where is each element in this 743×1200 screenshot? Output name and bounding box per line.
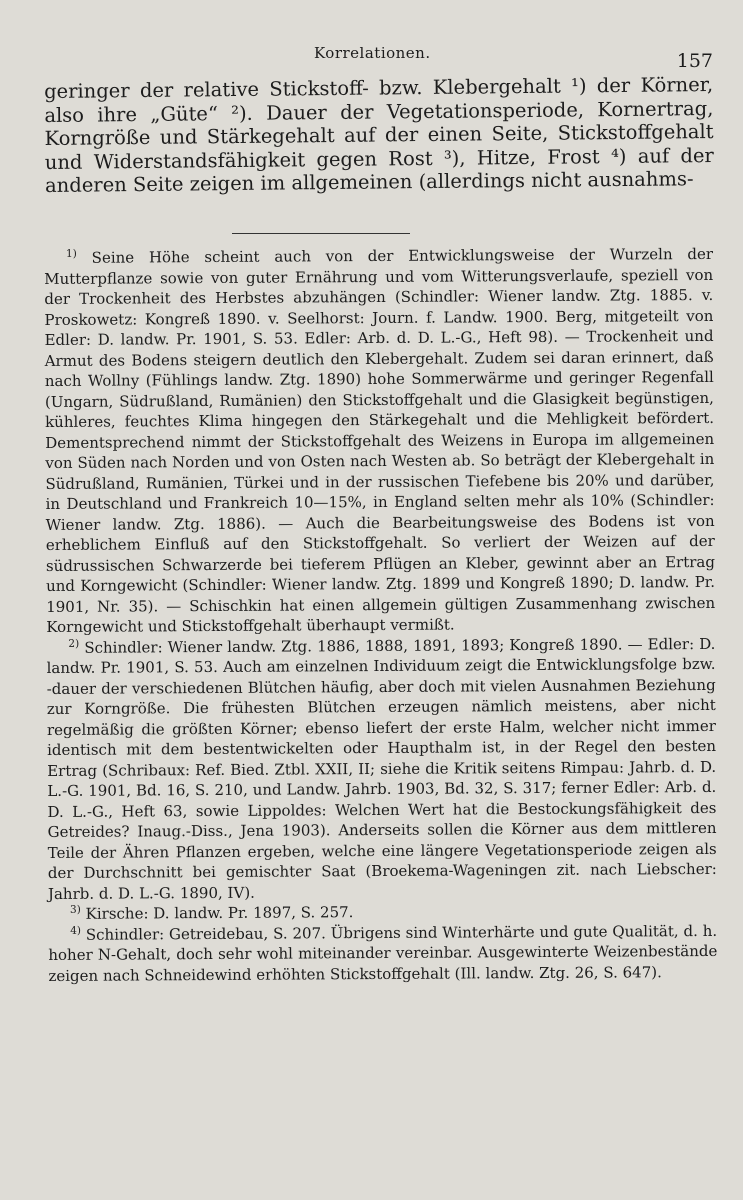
footnote-text: Seine Höhe scheint auch von der Entwicklungsweise der Wurzeln der Mutterpflanze sowie von guter Ernährung und vom Witterungsverlaufe, speziell von der Trockenheit des Herbstes abzuhängen (Schindler: Wiener landw. Ztg. 1885. v. Proskowetz: Kongreß 1890. v. Seelhorst: Journ. f. Landw. 1900. Berg, mitgeteilt von Edler: D. landw. Pr. 1901, S. 53. Edler: Arb. d. D. L.-G., Heft 98). — Trockenheit und Armut des Bodens steigern deutlich den Klebergehalt. Zudem sei daran erinnert, daß nach Wollny (Fühlings landw. Ztg. 1890) hohe Sommerwärme und geringer Regenfall (Ungarn, Südrußland, Rumänien) den Stickstoffgehalt und die Glasigkeit begünstigen, kühleres, feuchtes Klima hingegen den Stärkegehalt und die Mehligkeit befördert. Dementsprechend nimmt der Stickstoffgehalt des Weizens in Europa im allgemeinen von Süden nach Norden und von Osten nach Westen ab. So beträgt der Klebergehalt in Südrußland, Rumänien, Türkei und in der russischen Tiefebene bis 20% und darüber, in Deutschland und Frankreich 10—15%, in England selten mehr als 10% (Schindler: Wiener landw. Ztg. 1886). — Auch die Bearbeitungsweise des Bodens ist von erheblichem Einfluß auf den Stickstoffgehalt. So verliert der Weizen auf der südrussischen Schwarzerde bei tieferem Pflügen an Kleber, gewinnt aber an Ertrag und Korngewicht (Schindler: Wiener landw. Ztg. 1899 und Kongreß 1890; D. landw. Pr. 1901, Nr. 35). — Schischkin hat einen allgemein gültigen Zusammenhang zwischen Korngewicht und Stickstoffgehalt überhaupt vermißt.	[44, 244, 716, 636]
running-head: Korrelationen.	[314, 44, 431, 62]
footnote-4	[48, 920, 717, 986]
page-header	[44, 44, 713, 74]
footnote-marker: 3)	[70, 903, 81, 916]
footnote-1	[44, 244, 715, 638]
main-paragraph: geringer der relative Stickstoff- bzw. Klebergehalt ¹) der Körner, also ihre „Güte“ ²). Dauer der Vegetationsperiode, Kornertrag, Korngröße und Stärkegehalt auf der einen Seite, Stickstoffgehalt und Widerstandsfähigkeit gegen Rost ³), Hitze, Frost ⁴) auf der anderen Seite zeigen im allgemeinen (allerdings nicht ausnahms-	[44, 72, 714, 197]
footnotes	[44, 244, 717, 986]
footnote-divider	[232, 233, 410, 234]
footnote-text: Schindler: Getreidebau, S. 207. Übrigens sind Winterhärte und gute Qualität, d. h. hoher N-Gehalt, doch sehr wohl miteinander vereinbar. Ausgewinterte Weizenbestände zeigen nach Schneidewind erhöhten Stickstoffgehalt (Ill. landw. Ztg. 26, S. 647).	[48, 921, 718, 985]
footnote-2	[46, 633, 717, 904]
footnote-marker: 2)	[68, 637, 80, 650]
footnote-text: Schindler: Wiener landw. Ztg. 1886, 1888, 1891, 1893; Kongreß 1890. — Edler: D. landw. Pr. 1901, S. 53. Auch am einzelnen Individuum zeigt die Entwicklungsfolge bzw. -dauer der verschiedenen Blütchen häufig, aber doch mit vielen Ausnahmen Beziehung zur Korngröße. Die frühesten Blütchen erzeugen nämlich meistens, aber nicht regelmäßig die größten Körner; ebenso liefert der erste Halm, welcher nicht immer identisch mit dem bestentwickelten oder Haupthalm ist, in der Regel den besten Ertrag (Schribaux: Ref. Bied. Ztbl. XXII, II; siehe die Kritik seitens Rimpau: Jahrb. d. D. L.-G. 1901, Bd. 16, S. 210, und Landw. Jahrb. 1903, Bd. 32, S. 317; ferner Edler: Arb. d. D. L.-G., Heft 63, sowie Lippoldes: Welchen Wert hat die Bestockungsfähigkeit des Getreides? Inaug.-Diss., Jena 1903). Anderseits sollen die Körner aus dem mittleren Teile der Ähren Pflanzen ergeben, welche eine längere Vegetationsperiode zeigen als der Durchschnitt bei gemischter Saat (Broekema-Wageningen zit. nach Liebscher: Jahrb. d. D. L.-G. 1890, IV).	[46, 634, 717, 903]
page-number: 157	[676, 50, 713, 72]
footnote-marker: 4)	[70, 924, 81, 937]
footnote-text: Kirsche: D. landw. Pr. 1897, S. 257.	[85, 903, 354, 923]
footnote-marker: 1)	[65, 247, 77, 260]
